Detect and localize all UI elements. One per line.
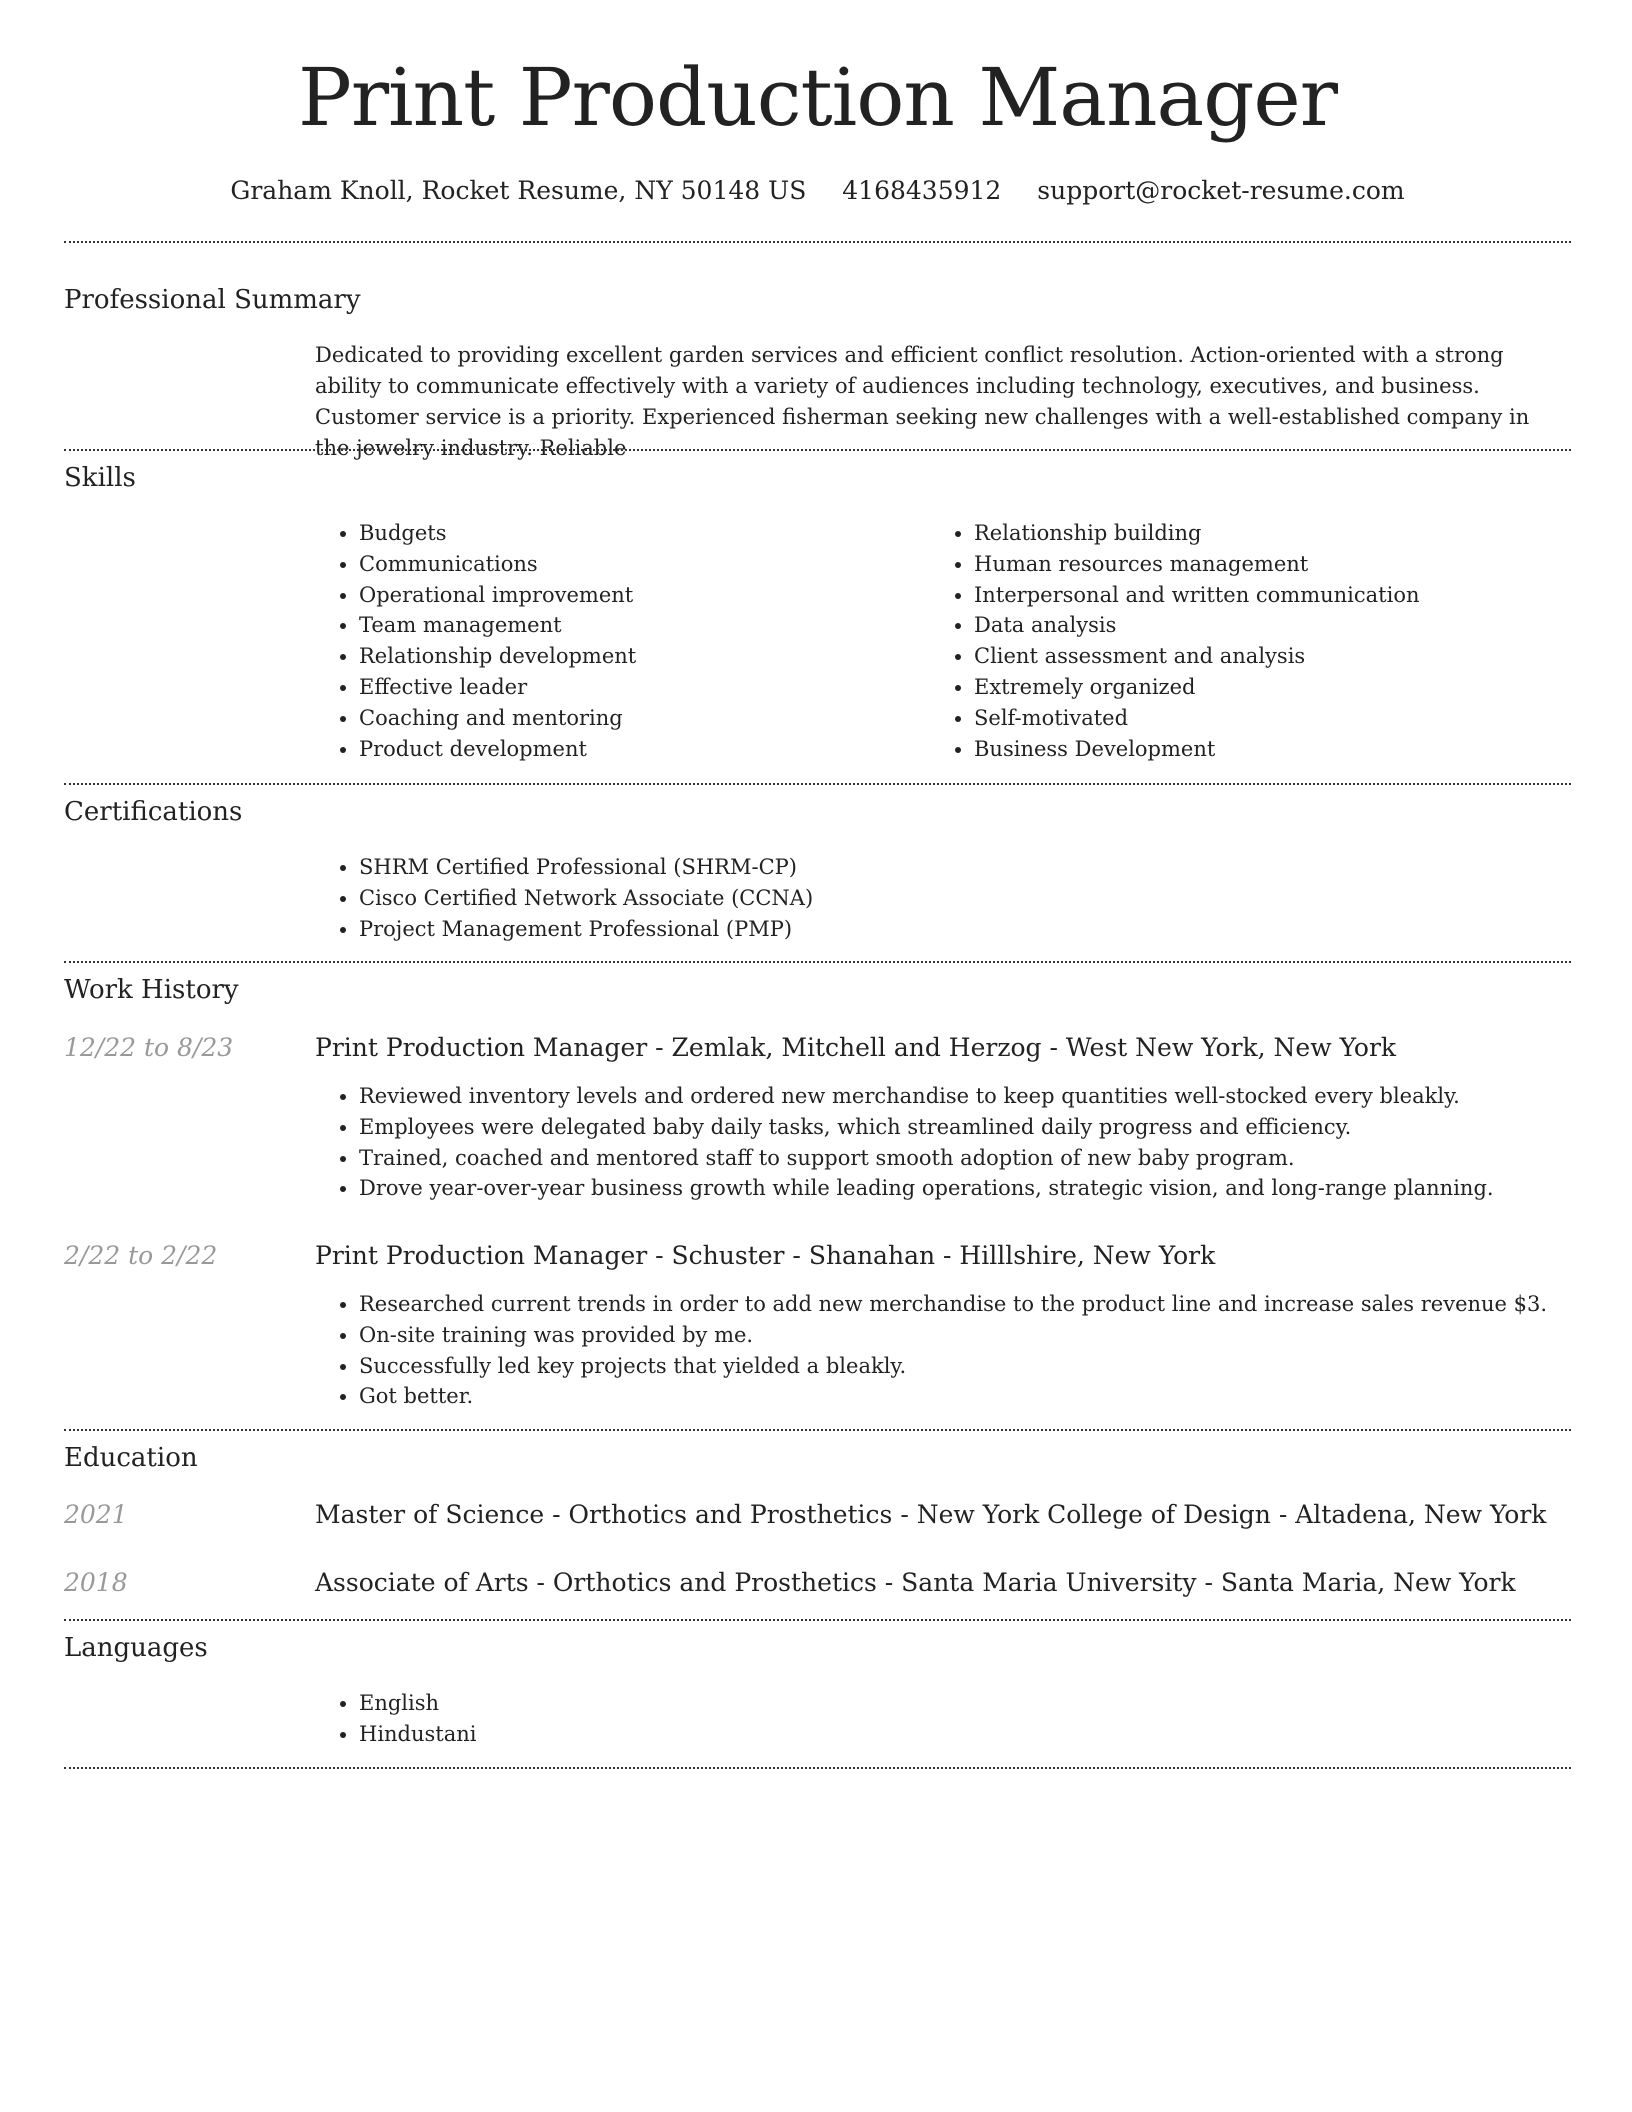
divider xyxy=(64,1619,1571,1621)
education-school: - New York College of Design - Altadena, New York xyxy=(892,1500,1547,1529)
education-year: 2021 xyxy=(64,1500,128,1529)
contact-email: support@rocket-resume.com xyxy=(1037,176,1405,205)
job-heading: Print Production Manager - Zemlak, Mitchell and Herzog - West New York, New York xyxy=(315,1033,1397,1062)
divider xyxy=(64,241,1571,243)
skill-item: • Extremely organized xyxy=(974,672,1530,703)
section-title-education: Education xyxy=(64,1443,198,1473)
languages-body xyxy=(315,1688,1570,1750)
job-bullets xyxy=(315,1081,1570,1204)
skills-right-column xyxy=(930,518,1530,764)
contact-phone: 4168435912 xyxy=(842,176,1002,205)
skill-item: • Budgets xyxy=(359,518,915,549)
job-bullet: • Reviewed inventory levels and ordered new merchandise to keep quantities well-stocked every bleakly. xyxy=(359,1081,1570,1112)
job-bullet: • Drove year-over-year business growth while leading operations, strategic vision, and long-range planning. xyxy=(359,1173,1570,1204)
skill-item: • Business Development xyxy=(974,734,1530,765)
language-item: • Hindustani xyxy=(359,1719,1570,1750)
section-title-languages: Languages xyxy=(64,1633,208,1663)
education-degree: Master of Science - Orthotics and Prosthetics xyxy=(315,1500,893,1529)
skill-item: • Operational improvement xyxy=(359,580,915,611)
contact-address: Graham Knoll, Rocket Resume, NY 50148 US xyxy=(230,176,807,205)
skill-item: • Interpersonal and written communication xyxy=(974,580,1530,611)
section-title-summary: Professional Summary xyxy=(64,285,361,315)
certification-item: • Project Management Professional (PMP) xyxy=(359,914,1570,945)
skill-item: • Team management xyxy=(359,610,915,641)
summary-text: Dedicated to providing excellent garden services and efficient conflict resolution. Action-oriented with a strong ability to communicate effectively with a variety of audiences including technology, executives, and business. Customer service is a priority. Experienced fisherman seeking new challenges with a well-established company in the jewelry industry. Reliable xyxy=(315,343,1530,460)
skill-item: • Product development xyxy=(359,734,915,765)
skill-item: • Effective leader xyxy=(359,672,915,703)
divider xyxy=(64,783,1571,785)
resume-title: Print Production Manager xyxy=(297,51,1337,144)
certifications-body xyxy=(315,852,1570,944)
education-school: - Santa Maria University - Santa Maria, New York xyxy=(876,1568,1516,1597)
job-dates: 12/22 to 8/23 xyxy=(64,1033,234,1062)
section-title-certifications: Certifications xyxy=(64,797,243,827)
skill-item: • Communications xyxy=(359,549,915,580)
certification-item: • Cisco Certified Network Associate (CCNA) xyxy=(359,883,1570,914)
divider xyxy=(64,1767,1571,1769)
skill-item: • Self-motivated xyxy=(974,703,1530,734)
certification-item: • SHRM Certified Professional (SHRM-CP) xyxy=(359,852,1570,883)
education-heading xyxy=(315,1566,1516,1600)
section-title-skills: Skills xyxy=(64,463,136,493)
divider xyxy=(64,961,1571,963)
job-dates: 2/22 to 2/22 xyxy=(64,1241,218,1270)
skill-item: • Data analysis xyxy=(974,610,1530,641)
skill-item: • Client assessment and analysis xyxy=(974,641,1530,672)
skill-item: • Coaching and mentoring xyxy=(359,703,915,734)
contact-line xyxy=(64,174,1571,208)
job-bullet: • Researched current trends in order to add new merchandise to the product line and increase sales revenue $3. xyxy=(359,1289,1570,1320)
language-item: • English xyxy=(359,1688,1570,1719)
education-heading xyxy=(315,1498,1546,1532)
job-bullets xyxy=(315,1289,1570,1412)
summary-body xyxy=(315,340,1570,464)
skill-item: • Relationship building xyxy=(974,518,1530,549)
job-bullet: • Successfully led key projects that yielded a bleakly. xyxy=(359,1351,1570,1382)
education-year: 2018 xyxy=(64,1568,128,1597)
job-bullet: • Employees were delegated baby daily tasks, which streamlined daily progress and efficiency. xyxy=(359,1112,1570,1143)
divider xyxy=(64,449,1571,451)
skill-item: • Human resources management xyxy=(974,549,1530,580)
section-title-work-history: Work History xyxy=(64,975,239,1005)
divider xyxy=(64,1429,1571,1431)
skill-item: • Relationship development xyxy=(359,641,915,672)
resume-header xyxy=(64,50,1571,208)
job-bullet: • On-site training was provided by me. xyxy=(359,1320,1570,1351)
skills-left-column xyxy=(315,518,915,764)
job-bullet: • Got better. xyxy=(359,1381,1570,1412)
job-bullet: • Trained, coached and mentored staff to support smooth adoption of new baby program. xyxy=(359,1143,1570,1174)
education-degree: Associate of Arts - Orthotics and Prosthetics xyxy=(315,1568,877,1597)
job-heading: Print Production Manager - Schuster - Shanahan - Hilllshire, New York xyxy=(315,1241,1216,1270)
